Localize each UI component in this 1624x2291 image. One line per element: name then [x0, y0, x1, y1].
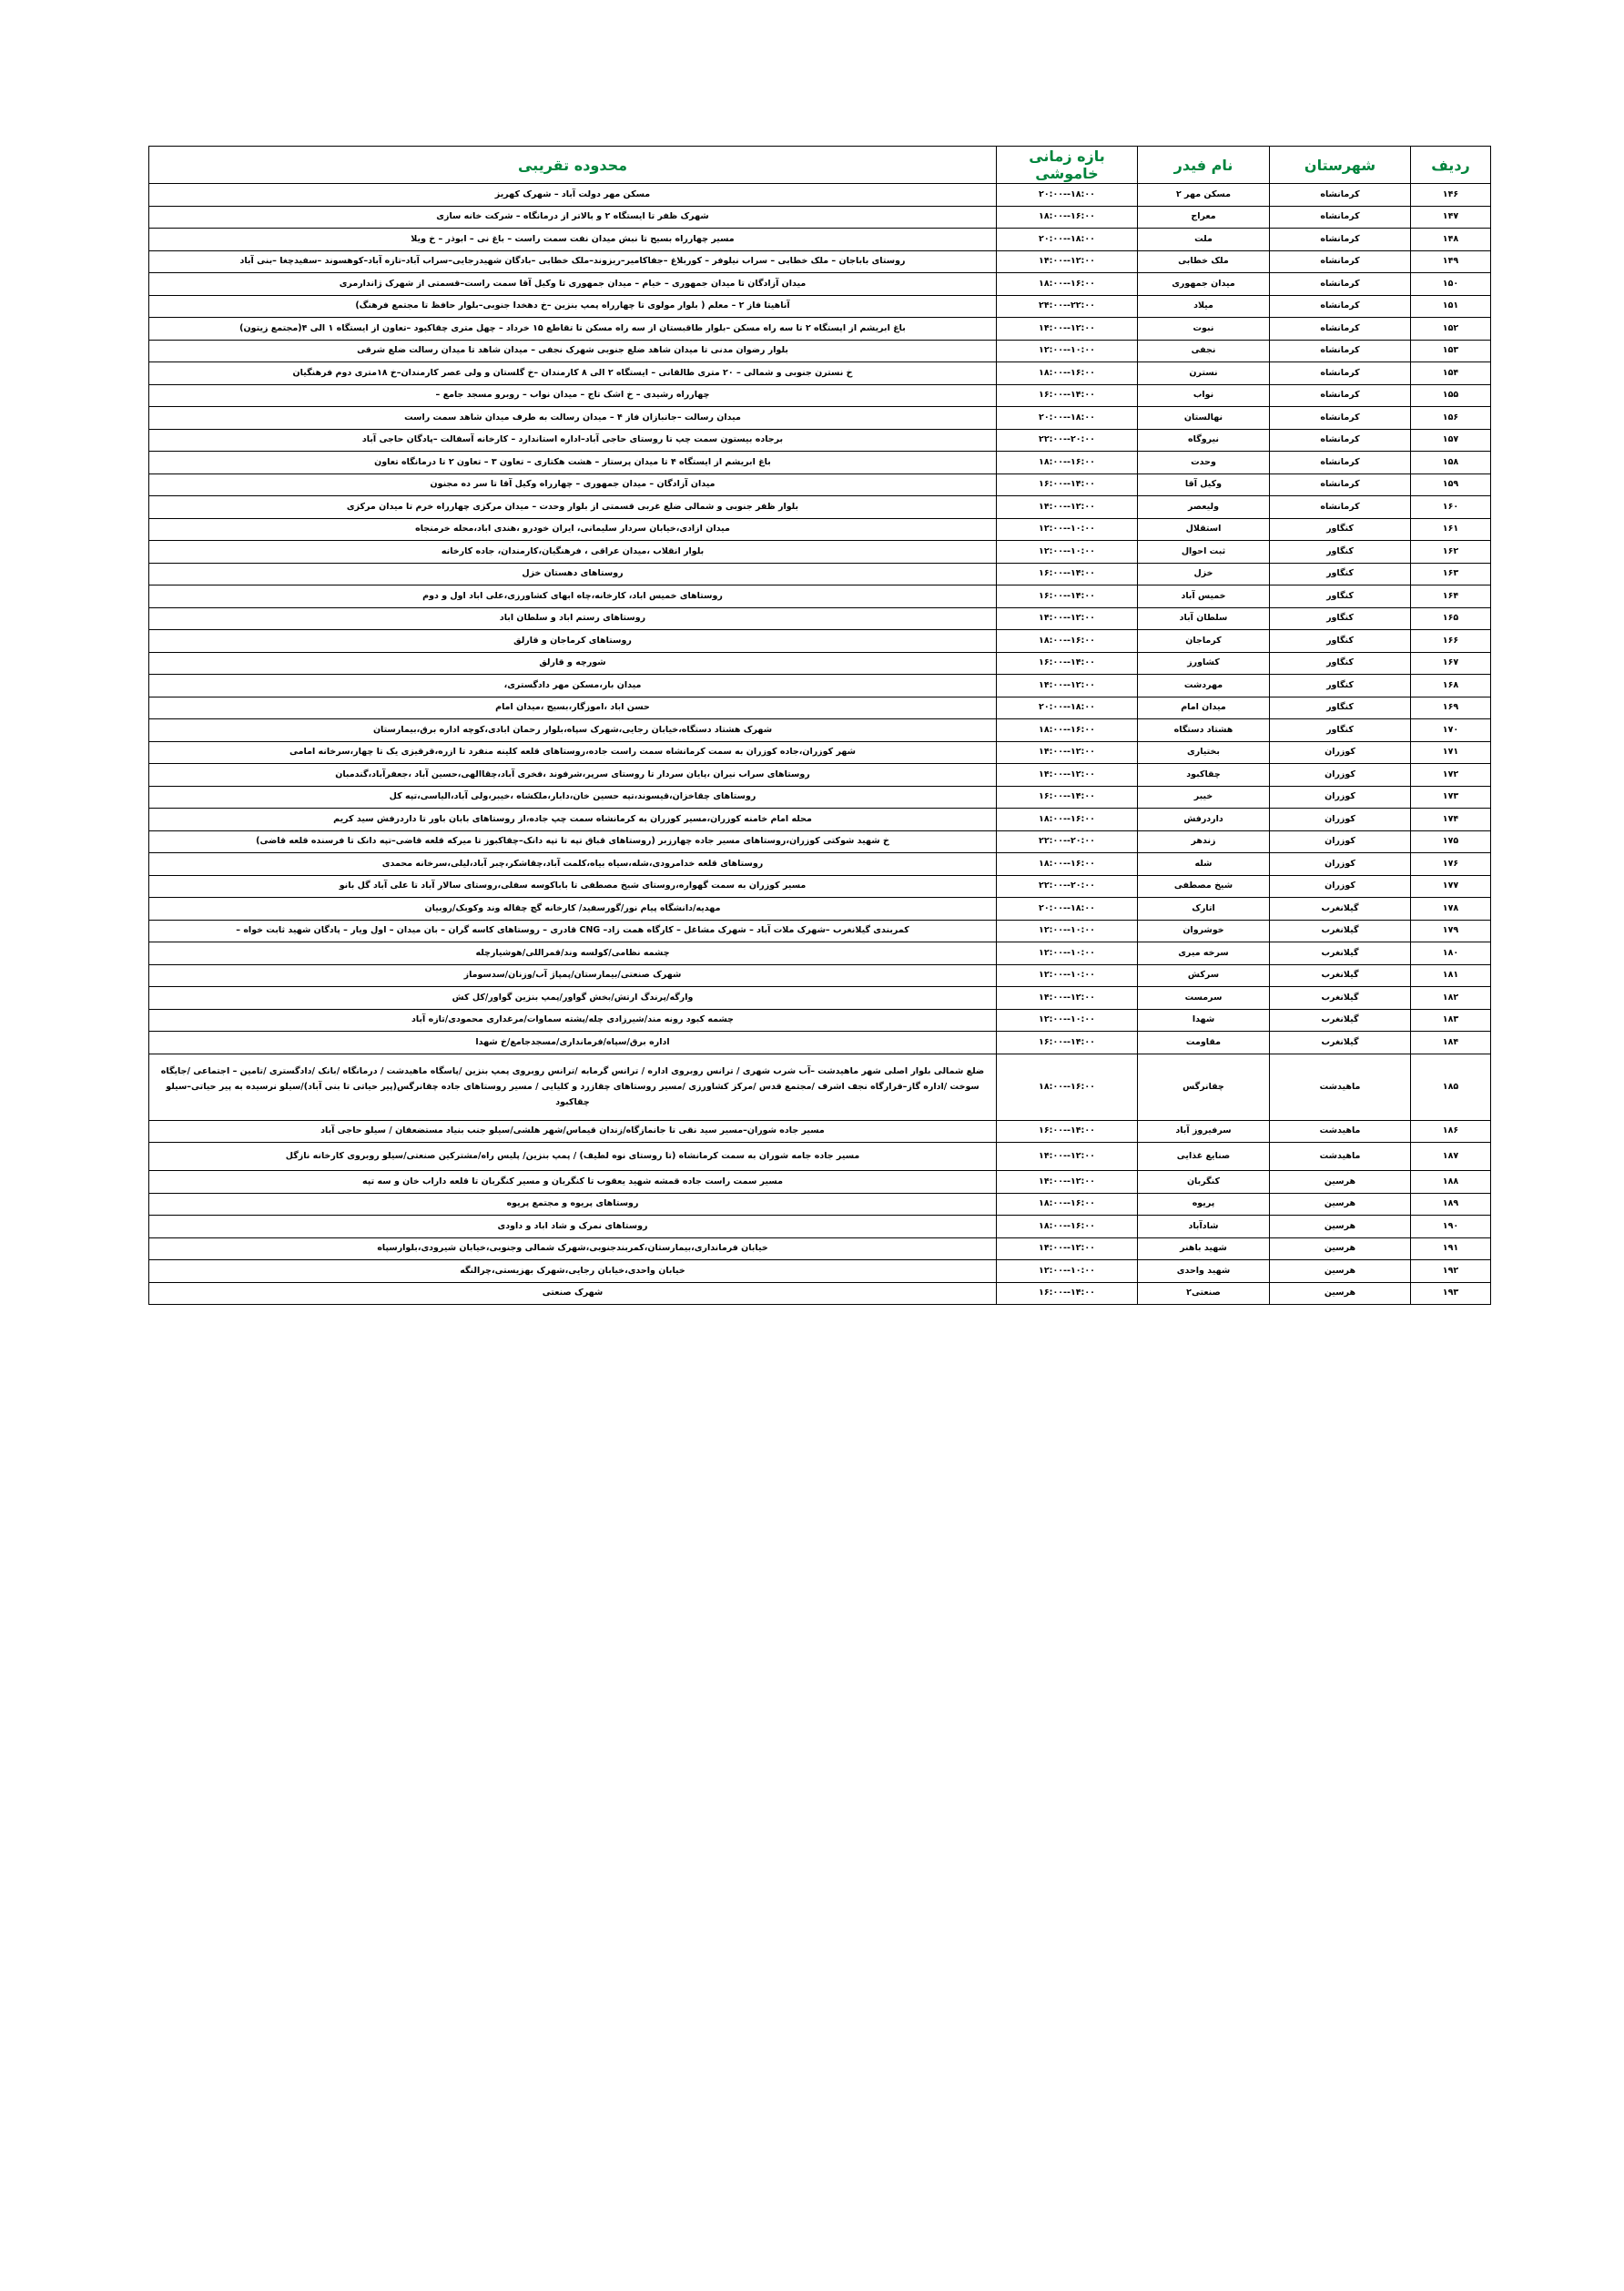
cell-zone: روستای باباجان – ملک خطابی – سراب نیلوفر – کوربلاغ –جفاکامیر–ریزوند–ملک خطابی –بادگان شهیدرجایی–سراب آباد–تازه آباد–کوهسوند –سفیدچغا –بنی آباد — [149, 250, 997, 273]
header-city: شهرستان — [1270, 147, 1411, 184]
table-row — [149, 920, 1491, 942]
cell-zone: اداره برق/سپاه/فرمانداری/مسجدجامع/خ شهدا — [149, 1032, 997, 1054]
cell-time: ۱۲:۰۰--۱۴:۰۰ — [997, 1143, 1138, 1171]
table-body — [149, 184, 1491, 1305]
cell-city: کنگاور — [1270, 518, 1411, 541]
cell-time: ۱۸:۰۰--۲۰:۰۰ — [997, 184, 1138, 207]
cell-city: کوزران — [1270, 875, 1411, 898]
header-feeder: نام فیدر — [1138, 147, 1270, 184]
cell-city: کرمانشاه — [1270, 250, 1411, 273]
cell-city: گیلانغرب — [1270, 987, 1411, 1010]
table-row — [149, 429, 1491, 452]
table-row — [149, 229, 1491, 251]
cell-zone: بلوار انقلاب ،میدان عراقی ، فرهنگیان،کارمندان، جاده کارخانه — [149, 541, 997, 564]
cell-city: کوزران — [1270, 786, 1411, 809]
table-row — [149, 496, 1491, 519]
cell-time: ۲۰:۰۰--۲۲:۰۰ — [997, 429, 1138, 452]
cell-zone: میدان بار،مسکن مهر دادگستری، — [149, 675, 997, 697]
cell-zone: مسیر کوزران به سمت گهواره،روستای شیخ مصطفی تا باباکوسه سفلی،روستای سالار آباد تا علی آباد گل بانو — [149, 875, 997, 898]
cell-feeder: خمیس آباد — [1138, 585, 1270, 608]
cell-zone: چشمه نظامی/کولسه وند/قمراللی/هوشیارچله — [149, 942, 997, 965]
cell-zone: مهدیه/دانشگاه پیام نور/گورسفید/ کارخانه گچ چقاله وند وکوبک/روبیان — [149, 898, 997, 921]
cell-zone: شورچه و قارلق — [149, 652, 997, 675]
cell-row-number: ۱۷۱ — [1411, 741, 1491, 764]
cell-time: ۱۶:۰۰--۱۸:۰۰ — [997, 206, 1138, 229]
cell-row-number: ۱۸۱ — [1411, 964, 1491, 987]
cell-zone: روستاهای قلعه خدامرودی،شله،سیاه بیاه،کلمت آباد،چقاشکر،چبر آباد،لیلی،سرخانه محمدی — [149, 853, 997, 876]
cell-feeder: سرکش — [1138, 964, 1270, 987]
cell-feeder: شله — [1138, 853, 1270, 876]
table-row — [149, 652, 1491, 675]
cell-zone: شهرک صنعتی/بیمارستان/پمپاژ آب/وزنان/سدسوماز — [149, 964, 997, 987]
cell-feeder: بختیاری — [1138, 741, 1270, 764]
cell-time: ۱۴:۰۰--۱۶:۰۰ — [997, 384, 1138, 407]
cell-city: گیلانغرب — [1270, 1032, 1411, 1054]
cell-row-number: ۱۷۹ — [1411, 920, 1491, 942]
cell-time: ۱۲:۰۰--۱۴:۰۰ — [997, 318, 1138, 341]
cell-row-number: ۱۷۳ — [1411, 786, 1491, 809]
table-row — [149, 1260, 1491, 1283]
cell-feeder: اتارک — [1138, 898, 1270, 921]
cell-time: ۱۰:۰۰--۱۲:۰۰ — [997, 541, 1138, 564]
header-row — [149, 147, 1491, 184]
cell-time: ۱۲:۰۰--۱۴:۰۰ — [997, 675, 1138, 697]
table-row — [149, 340, 1491, 362]
cell-city: کنگاور — [1270, 541, 1411, 564]
cell-zone: برجاده بیستون سمت چپ تا روستای حاجی آباد–اداره استاندارد – کارخانه آسفالت –پادگان حاجی آباد — [149, 429, 997, 452]
cell-city: کرمانشاه — [1270, 184, 1411, 207]
cell-city: کرمانشاه — [1270, 429, 1411, 452]
cell-zone: مسکن مهر دولت آباد – شهرک کهریز — [149, 184, 997, 207]
cell-city: کنگاور — [1270, 652, 1411, 675]
cell-zone: وارگه/پرندگ ارتش/بخش گواور/پمپ بنزین گواور/کل کش — [149, 987, 997, 1010]
cell-zone: روستاهای خمیس اباد، کارخانه،چاه ابهای کشاورزی،علی اباد اول و دوم — [149, 585, 997, 608]
cell-feeder: خیبر — [1138, 786, 1270, 809]
cell-zone: میدان آزادگان تا میدان جمهوری – خیام – میدان جمهوری تا وکیل آقا سمت راست–قسمتی از شهرک ژاندارمری — [149, 273, 997, 296]
table-row — [149, 452, 1491, 474]
cell-city: کرمانشاه — [1270, 340, 1411, 362]
cell-row-number: ۱۴۹ — [1411, 250, 1491, 273]
cell-time: ۱۴:۰۰--۱۶:۰۰ — [997, 1120, 1138, 1143]
cell-city: کرمانشاه — [1270, 452, 1411, 474]
cell-zone: ضلع شمالی بلوار اصلی شهر ماهیدشت –آب شرب شهری / ترانس روبروی اداره / ترانس گرمابه /ترانس روبروی پمپ بنزین /پاسگاه ماهیدشت / درمانگاه /بانک /دادگستری /تامین – اجتماعی /جایگاه سوخت /اداره گاز–قرارگاه نجف اشرف /مجتمع قدس /مرکز کشاورزی /مسیر روستاهای چقازرد و کلیایی / مسیر روستاهای جاده چقانرگس(پیر حیاتی تا بنی آباد)/سیلو نرسیده به پیر حیاتی–سیلو چقاکبود — [149, 1054, 997, 1120]
cell-time: ۱۲:۰۰--۱۴:۰۰ — [997, 250, 1138, 273]
table-row — [149, 1120, 1491, 1143]
cell-feeder: ثبت احوال — [1138, 541, 1270, 564]
cell-feeder: استقلال — [1138, 518, 1270, 541]
cell-feeder: مقاومت — [1138, 1032, 1270, 1054]
cell-feeder: مهردشت — [1138, 675, 1270, 697]
cell-row-number: ۱۶۹ — [1411, 697, 1491, 719]
table-row — [149, 853, 1491, 876]
cell-feeder: سرفیروز آباد — [1138, 1120, 1270, 1143]
cell-city: گیلانغرب — [1270, 1009, 1411, 1032]
cell-zone: مسیر چهارراه بسیج تا نبش میدان نفت سمت راست – باغ نی – ابوذر – خ ویلا — [149, 229, 997, 251]
cell-city: کوزران — [1270, 764, 1411, 787]
cell-row-number: ۱۸۵ — [1411, 1054, 1491, 1120]
cell-feeder: پریوه — [1138, 1193, 1270, 1216]
cell-city: ماهیدشت — [1270, 1143, 1411, 1171]
cell-row-number: ۱۹۳ — [1411, 1282, 1491, 1305]
table-row — [149, 697, 1491, 719]
table-row — [149, 809, 1491, 831]
cell-feeder: چقانرگس — [1138, 1054, 1270, 1120]
cell-row-number: ۱۴۸ — [1411, 229, 1491, 251]
cell-row-number: ۱۹۱ — [1411, 1237, 1491, 1260]
cell-city: کرمانشاه — [1270, 384, 1411, 407]
cell-zone: روستاهای نمرک و شاد اباد و داودی — [149, 1216, 997, 1238]
cell-row-number: ۱۵۴ — [1411, 362, 1491, 385]
header-row-number: ردیف — [1411, 147, 1491, 184]
cell-zone: روستاهای چقاخزان،قیسوند،تپه حسین خان،دابار،ملکشاه ،خیبر،ولی آباد،الیاسی،تپه کل — [149, 786, 997, 809]
cell-feeder: نجفی — [1138, 340, 1270, 362]
cell-feeder: نبوت — [1138, 318, 1270, 341]
cell-time: ۱۶:۰۰--۱۸:۰۰ — [997, 273, 1138, 296]
table-row — [149, 630, 1491, 653]
table-row — [149, 1009, 1491, 1032]
cell-row-number: ۱۷۴ — [1411, 809, 1491, 831]
cell-time: ۱۴:۰۰--۱۶:۰۰ — [997, 786, 1138, 809]
cell-row-number: ۱۵۷ — [1411, 429, 1491, 452]
cell-row-number: ۱۶۰ — [1411, 496, 1491, 519]
cell-row-number: ۱۸۸ — [1411, 1171, 1491, 1194]
cell-row-number: ۱۸۲ — [1411, 987, 1491, 1010]
table-row — [149, 1282, 1491, 1305]
table-row — [149, 1032, 1491, 1054]
cell-feeder: چقاکبود — [1138, 764, 1270, 787]
cell-time: ۱۶:۰۰--۱۸:۰۰ — [997, 1054, 1138, 1120]
cell-feeder: هشتاد دستگاه — [1138, 719, 1270, 742]
cell-feeder: میلاد — [1138, 295, 1270, 318]
cell-feeder: مسکن مهر ۲ — [1138, 184, 1270, 207]
cell-time: ۱۰:۰۰--۱۲:۰۰ — [997, 340, 1138, 362]
cell-time: ۱۰:۰۰--۱۲:۰۰ — [997, 942, 1138, 965]
table-row — [149, 675, 1491, 697]
cell-zone: خ نسترن جنوبی و شمالی – ۲۰ متری طالقانی – ایستگاه ۲ الی ۸ کارمندان –خ گلستان و ولی عصر کارمندان–خ ۱۸متری دوم فرهنگیان — [149, 362, 997, 385]
table-row — [149, 987, 1491, 1010]
cell-city: کرمانشاه — [1270, 496, 1411, 519]
cell-feeder: ولیعصر — [1138, 496, 1270, 519]
cell-zone: مسیر جاده جامه شوران به سمت کرمانشاه (تا روستای نوه لطیف) / پمپ بنزین/ پلیس راه/مشترکین صنعتی/سیلو روبروی کارخانه نازگل — [149, 1143, 997, 1171]
cell-row-number: ۱۷۶ — [1411, 853, 1491, 876]
cell-feeder: شهدا — [1138, 1009, 1270, 1032]
cell-time: ۱۶:۰۰--۱۸:۰۰ — [997, 1193, 1138, 1216]
cell-feeder: نهالستان — [1138, 407, 1270, 430]
table-row — [149, 898, 1491, 921]
cell-city: کوزران — [1270, 741, 1411, 764]
header-zone: محدوده تقریبی — [149, 147, 997, 184]
table-row — [149, 541, 1491, 564]
cell-zone: چشمه کبود رونه مند/شیرزادی چله/پشته سماوات/مرغداری محمودی/تازه آباد — [149, 1009, 997, 1032]
cell-feeder: کرماجان — [1138, 630, 1270, 653]
cell-row-number: ۱۵۰ — [1411, 273, 1491, 296]
header-time: بازه زمانی خاموشی — [997, 147, 1138, 184]
cell-zone: آناهیتا فاز ۲ – معلم ( بلوار مولوی تا چهارراه پمپ بنزین –خ دهخدا جنوبی–بلوار حافظ تا مجتمع فرهنگ) — [149, 295, 997, 318]
cell-time: ۱۲:۰۰--۱۴:۰۰ — [997, 987, 1138, 1010]
cell-feeder: معراج — [1138, 206, 1270, 229]
cell-row-number: ۱۹۰ — [1411, 1216, 1491, 1238]
cell-time: ۱۲:۰۰--۱۴:۰۰ — [997, 496, 1138, 519]
table-row — [149, 1216, 1491, 1238]
cell-zone: روستاهای سراب نیران ،پایان سردار تا روستای سرپر،شرفوند ،فخری آباد،چقاالهی،حسین آباد ،جعفرآباد،گندمبان — [149, 764, 997, 787]
cell-zone: مسیر سمت راست جاده قمشه شهید یعقوب تا کنگربان و مسیر کنگربان تا قلعه داراب خان و سه تپه — [149, 1171, 997, 1194]
cell-time: ۱۰:۰۰--۱۲:۰۰ — [997, 518, 1138, 541]
outage-schedule-sheet — [148, 146, 1490, 1305]
cell-feeder: زندهر — [1138, 830, 1270, 853]
cell-zone: شهرک ظفر تا ایستگاه ۲ و بالاتر از درمانگاه – شرکت خانه سازی — [149, 206, 997, 229]
cell-time: ۱۴:۰۰--۱۶:۰۰ — [997, 473, 1138, 496]
table-row — [149, 585, 1491, 608]
cell-city: کنگاور — [1270, 697, 1411, 719]
cell-city: کنگاور — [1270, 585, 1411, 608]
cell-feeder: ملک خطابی — [1138, 250, 1270, 273]
cell-city: کرمانشاه — [1270, 229, 1411, 251]
cell-city: کرمانشاه — [1270, 362, 1411, 385]
cell-row-number: ۱۵۸ — [1411, 452, 1491, 474]
cell-feeder: صنایع غذایی — [1138, 1143, 1270, 1171]
cell-row-number: ۱۷۰ — [1411, 719, 1491, 742]
cell-time: ۱۸:۰۰--۲۰:۰۰ — [997, 697, 1138, 719]
cell-row-number: ۱۸۴ — [1411, 1032, 1491, 1054]
cell-time: ۱۰:۰۰--۱۲:۰۰ — [997, 964, 1138, 987]
cell-time: ۱۰:۰۰--۱۲:۰۰ — [997, 1260, 1138, 1283]
cell-row-number: ۱۷۸ — [1411, 898, 1491, 921]
cell-time: ۱۶:۰۰--۱۸:۰۰ — [997, 1216, 1138, 1238]
cell-time: ۱۲:۰۰--۱۴:۰۰ — [997, 741, 1138, 764]
cell-zone: بلوار ظفر جنوبی و شمالی ضلع غربی قسمتی از بلوار وحدت – میدان مرکزی چهارراه خرم تا میدان مرکزی — [149, 496, 997, 519]
cell-feeder: نیروگاه — [1138, 429, 1270, 452]
cell-feeder: کنگربان — [1138, 1171, 1270, 1194]
cell-city: هرسین — [1270, 1216, 1411, 1238]
cell-time: ۱۸:۰۰--۲۰:۰۰ — [997, 898, 1138, 921]
table-row — [149, 407, 1491, 430]
cell-zone: کمربندی گیلانغرب –شهرک ملات آباد – شهرک مشاغل – کارگاه همت زاد– CNG قادری – روستاهای کاسه گران – بان میدان – اول ویار – پادگان شهید ثابت خواه – — [149, 920, 997, 942]
cell-city: هرسین — [1270, 1193, 1411, 1216]
cell-zone: محله امام خامنه کوزران،مسیر کوزران به کرمانشاه سمت چپ جاده،از روستاهای بابان باور تا داردرفش سید کریم — [149, 809, 997, 831]
cell-row-number: ۱۸۰ — [1411, 942, 1491, 965]
cell-row-number: ۱۸۷ — [1411, 1143, 1491, 1171]
cell-zone: روستاهای دهستان خزل — [149, 563, 997, 585]
cell-feeder: شهید باهنر — [1138, 1237, 1270, 1260]
cell-city: ماهیدشت — [1270, 1120, 1411, 1143]
cell-city: کرمانشاه — [1270, 206, 1411, 229]
table-row — [149, 719, 1491, 742]
cell-row-number: ۱۴۷ — [1411, 206, 1491, 229]
cell-time: ۱۴:۰۰--۱۶:۰۰ — [997, 585, 1138, 608]
cell-feeder: وحدت — [1138, 452, 1270, 474]
cell-city: کنگاور — [1270, 719, 1411, 742]
cell-row-number: ۱۸۳ — [1411, 1009, 1491, 1032]
cell-time: ۱۴:۰۰--۱۶:۰۰ — [997, 652, 1138, 675]
table-row — [149, 362, 1491, 385]
cell-zone: میدان رسالت –جانبازان فاز ۴ – میدان رسالت به طرف میدان شاهد سمت راست — [149, 407, 997, 430]
cell-zone: میدان آزادگان – میدان جمهوری – چهارراه وکیل آقا تا سر ده مجنون — [149, 473, 997, 496]
table-row — [149, 1171, 1491, 1194]
cell-zone: باغ ابریشم از ایستگاه ۴ تا میدان پرستار – هشت هکتاری – تعاون ۳ – تعاون ۲ تا درمانگاه تعاون — [149, 452, 997, 474]
cell-time: ۱۶:۰۰--۱۸:۰۰ — [997, 853, 1138, 876]
cell-city: هرسین — [1270, 1171, 1411, 1194]
cell-city: گیلانغرب — [1270, 920, 1411, 942]
cell-feeder: شیخ مصطفی — [1138, 875, 1270, 898]
cell-row-number: ۱۴۶ — [1411, 184, 1491, 207]
table-row — [149, 786, 1491, 809]
cell-row-number: ۱۷۷ — [1411, 875, 1491, 898]
table-row — [149, 273, 1491, 296]
table-row — [149, 318, 1491, 341]
cell-zone: روستاهای پریوه و مجتمع پریوه — [149, 1193, 997, 1216]
cell-zone: شهرک هشتاد دستگاه،خیابان رجایی،شهرک سپاه،بلوار رحمان ابادی،کوچه اداره برق،بیمارستان — [149, 719, 997, 742]
cell-feeder: سرمست — [1138, 987, 1270, 1010]
cell-feeder: شادآباد — [1138, 1216, 1270, 1238]
table-row — [149, 384, 1491, 407]
cell-time: ۲۲:۰۰--۲۴:۰۰ — [997, 295, 1138, 318]
table-row — [149, 764, 1491, 787]
cell-feeder: شهید واحدی — [1138, 1260, 1270, 1283]
cell-feeder: سلطان آباد — [1138, 607, 1270, 630]
cell-row-number: ۱۶۲ — [1411, 541, 1491, 564]
table-row — [149, 875, 1491, 898]
table-row — [149, 942, 1491, 965]
cell-city: کوزران — [1270, 830, 1411, 853]
cell-time: ۱۴:۰۰--۱۶:۰۰ — [997, 563, 1138, 585]
cell-zone: شهر کوزران،جاده کوزران به سمت کرمانشاه سمت راست جاده،روستاهای قلعه کلینه منفرد تا ازره،قرقیزی یک تا چهار،سرخانه امامی — [149, 741, 997, 764]
cell-time: ۱۴:۰۰--۱۶:۰۰ — [997, 1282, 1138, 1305]
cell-feeder: میدان امام — [1138, 697, 1270, 719]
cell-row-number: ۱۶۴ — [1411, 585, 1491, 608]
cell-row-number: ۱۶۶ — [1411, 630, 1491, 653]
cell-zone: باغ ابریشم از ایستگاه ۲ تا سه راه مسکن –بلوار طاقبستان از سه راه مسکن تا تقاطع ۱۵ خرداد – چهل متری چقاکبود –تعاون از ایستگاه ۱ الی ۴(مجتمع زیتون) — [149, 318, 997, 341]
table-row — [149, 206, 1491, 229]
cell-zone: مسیر جاده شوران–مسیر سید نقی تا جانمازگاه/زندان قیماس/شهر هلشی/سیلو جنب بنیاد مستضعفان / سیلو حاجی آباد — [149, 1120, 997, 1143]
cell-time: ۱۴:۰۰--۱۶:۰۰ — [997, 1032, 1138, 1054]
cell-feeder: کشاورز — [1138, 652, 1270, 675]
cell-city: کوزران — [1270, 809, 1411, 831]
cell-row-number: ۱۵۹ — [1411, 473, 1491, 496]
cell-zone: خ شهید شوکتی کوزران،روستاهای مسیر جاده چهارزبر (روستاهای قباق تپه تا تپه دانک–چقاکبوز تا میرکه قلعه قاضی–تپه دانک تا فرسنده قلعه قاضی) — [149, 830, 997, 853]
cell-time: ۱۰:۰۰--۱۲:۰۰ — [997, 920, 1138, 942]
cell-zone: میدان ازادی،خیابان سردار سلیمانی، ایران خودرو ،هندی اباد،محله خرمنجاه — [149, 518, 997, 541]
cell-city: هرسین — [1270, 1260, 1411, 1283]
cell-time: ۱۶:۰۰--۱۸:۰۰ — [997, 452, 1138, 474]
cell-row-number: ۱۶۳ — [1411, 563, 1491, 585]
cell-feeder: نسترن — [1138, 362, 1270, 385]
cell-zone: حسن اباد ،اموزگار،بسیج ،میدان امام — [149, 697, 997, 719]
cell-time: ۱۲:۰۰--۱۴:۰۰ — [997, 1171, 1138, 1194]
cell-zone: خیابان فرمانداری،بیمارستان،کمربندجنوبی،شهرک شمالی وجنوبی،خیابان شیرودی،بلوارسپاه — [149, 1237, 997, 1260]
cell-row-number: ۱۷۲ — [1411, 764, 1491, 787]
cell-city: گیلانغرب — [1270, 898, 1411, 921]
cell-row-number: ۱۵۱ — [1411, 295, 1491, 318]
cell-row-number: ۱۹۲ — [1411, 1260, 1491, 1283]
cell-zone: شهرک صنعتی — [149, 1282, 997, 1305]
cell-time: ۱۸:۰۰--۲۰:۰۰ — [997, 229, 1138, 251]
outage-table — [148, 146, 1491, 1305]
cell-time: ۲۰:۰۰--۲۲:۰۰ — [997, 830, 1138, 853]
cell-zone: روستاهای کرماجان و قارلق — [149, 630, 997, 653]
cell-city: کرمانشاه — [1270, 295, 1411, 318]
cell-zone: خیابان واحدی،خیابان رجایی،شهرک بهزیستی،چرالنگه — [149, 1260, 997, 1283]
cell-time: ۱۰:۰۰--۱۲:۰۰ — [997, 1009, 1138, 1032]
table-row — [149, 563, 1491, 585]
cell-city: کنگاور — [1270, 630, 1411, 653]
cell-city: کرمانشاه — [1270, 273, 1411, 296]
cell-time: ۱۶:۰۰--۱۸:۰۰ — [997, 362, 1138, 385]
table-row — [149, 607, 1491, 630]
cell-row-number: ۱۵۳ — [1411, 340, 1491, 362]
cell-feeder: ملت — [1138, 229, 1270, 251]
cell-city: کرمانشاه — [1270, 407, 1411, 430]
cell-time: ۱۲:۰۰--۱۴:۰۰ — [997, 764, 1138, 787]
cell-feeder: خوشروان — [1138, 920, 1270, 942]
table-row — [149, 1143, 1491, 1171]
table-row — [149, 1193, 1491, 1216]
table-row — [149, 518, 1491, 541]
cell-row-number: ۱۶۷ — [1411, 652, 1491, 675]
cell-city: گیلانغرب — [1270, 942, 1411, 965]
cell-time: ۱۶:۰۰--۱۸:۰۰ — [997, 630, 1138, 653]
cell-feeder: وکیل آقا — [1138, 473, 1270, 496]
table-row — [149, 250, 1491, 273]
cell-feeder: نواب — [1138, 384, 1270, 407]
cell-row-number: ۱۸۶ — [1411, 1120, 1491, 1143]
table-row — [149, 830, 1491, 853]
cell-city: ماهیدشت — [1270, 1054, 1411, 1120]
cell-feeder: سرخه میری — [1138, 942, 1270, 965]
cell-feeder: خزل — [1138, 563, 1270, 585]
cell-row-number: ۱۸۹ — [1411, 1193, 1491, 1216]
cell-city: کنگاور — [1270, 675, 1411, 697]
cell-city: کرمانشاه — [1270, 473, 1411, 496]
cell-zone: بلوار رضوان مدنی تا میدان شاهد ضلع جنوبی شهرک نجفی – میدان شاهد تا میدان رسالت ضلع شرقی — [149, 340, 997, 362]
cell-city: گیلانغرب — [1270, 964, 1411, 987]
cell-time: ۱۶:۰۰--۱۸:۰۰ — [997, 809, 1138, 831]
cell-city: کوزران — [1270, 853, 1411, 876]
cell-row-number: ۱۶۸ — [1411, 675, 1491, 697]
cell-city: هرسین — [1270, 1282, 1411, 1305]
cell-time: ۲۰:۰۰--۲۲:۰۰ — [997, 875, 1138, 898]
cell-feeder: میدان جمهوری — [1138, 273, 1270, 296]
cell-row-number: ۱۷۵ — [1411, 830, 1491, 853]
cell-row-number: ۱۶۵ — [1411, 607, 1491, 630]
table-row — [149, 741, 1491, 764]
cell-city: کرمانشاه — [1270, 318, 1411, 341]
cell-row-number: ۱۵۵ — [1411, 384, 1491, 407]
cell-time: ۱۲:۰۰--۱۴:۰۰ — [997, 1237, 1138, 1260]
cell-row-number: ۱۵۲ — [1411, 318, 1491, 341]
table-row — [149, 1237, 1491, 1260]
table-row — [149, 473, 1491, 496]
cell-city: هرسین — [1270, 1237, 1411, 1260]
table-row — [149, 184, 1491, 207]
cell-feeder: صنعتی۲ — [1138, 1282, 1270, 1305]
cell-city: کنگاور — [1270, 563, 1411, 585]
cell-zone: چهارراه رشیدی – خ اشک تاج – میدان نواب – روبرو مسجد جامع – — [149, 384, 997, 407]
cell-time: ۱۸:۰۰--۲۰:۰۰ — [997, 407, 1138, 430]
table-row — [149, 1054, 1491, 1120]
cell-zone: روستاهای رستم اباد و سلطان اباد — [149, 607, 997, 630]
cell-time: ۱۶:۰۰--۱۸:۰۰ — [997, 719, 1138, 742]
cell-time: ۱۲:۰۰--۱۴:۰۰ — [997, 607, 1138, 630]
cell-row-number: ۱۵۶ — [1411, 407, 1491, 430]
cell-city: کنگاور — [1270, 607, 1411, 630]
table-row — [149, 295, 1491, 318]
cell-row-number: ۱۶۱ — [1411, 518, 1491, 541]
cell-feeder: داردرفش — [1138, 809, 1270, 831]
table-row — [149, 964, 1491, 987]
